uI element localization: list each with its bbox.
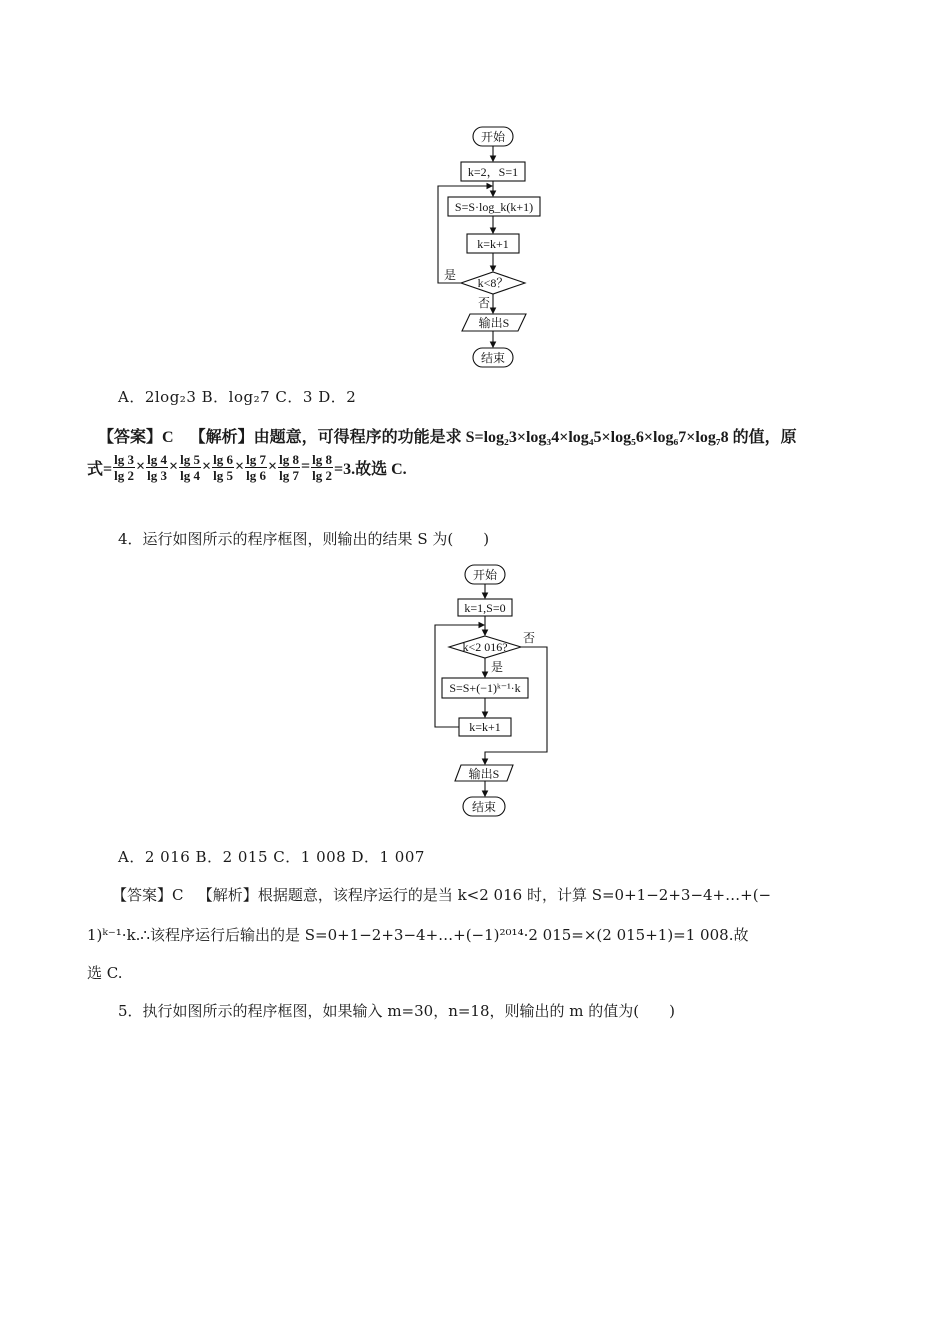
q4-analysis-tag: 【解析】 [197,886,258,904]
flow1-yes-label: 是 [444,268,457,282]
flowchart-1 [430,120,560,380]
q3-analysis-tag: 【解析】 [189,429,254,446]
q4-analysis-line-3: 选 C. [87,964,123,982]
flow2-init-text: k=1,S=0 [464,601,506,615]
flow1-cond-text: k<8？ [477,276,509,290]
q4-stem: 4．运行如图所示的程序框图，则输出的结果 S 为( ) [118,530,490,548]
flow1-start-text: 开始 [480,130,506,144]
flow1-end-text: 结束 [480,351,506,365]
flow1-incr-text: k=k+1 [477,237,509,251]
flow1-output-text: 输出S [478,316,510,330]
flow2-update-text: S=S+(−1)ᵏ⁻¹·k [449,681,521,695]
q3-analysis-suffix: =3.故选 C. [334,461,407,478]
flow2-no-label: 否 [523,631,536,645]
flow2-yes-label: 是 [491,660,504,674]
flow2-incr-text: k=k+1 [469,720,501,734]
flow2-cond-text: k<2 016? [462,640,508,654]
q4-analysis-text-1: 根据题意，该程序运行的是当 k<2 016 时，计算 S=0+1−2+3−4+…+(− [257,886,772,904]
flow1-update-text: S=S·log_k(k+1) [454,200,534,214]
flow1-init-text: k=2，S=1 [467,165,519,179]
flow2-output-text: 输出S [468,767,500,781]
q3-analysis-line-1 [98,424,797,447]
q4-options: A．2 016 B．2 015 C．1 008 D．1 007 [118,848,425,866]
q4-analysis-line-1 [112,884,771,905]
flow1-no-label: 否 [478,296,491,310]
flowchart-2 [425,560,565,825]
q3-answer-tag: 【答案】C [98,429,174,446]
q3-analysis-line-2: 式= $\frac{\lg 3}{\lg 2}$ × $\frac{\lg 4}{\lg 3}$ × $\frac{\lg 5}{\lg 4}$ × $\frac{\lg 6}{\lg 5}$ × $\frac{\lg 7}{\lg 6}$ × $\frac{\lg 8}{\lg 7}$ = $\frac{\lg 8}{\lg 2}$ =3.故选 C. [87,452,407,483]
flow2-start-text: 开始 [472,568,498,582]
q4-analysis-line-2: 1)ᵏ⁻¹·k.∴该程序运行后输出的是 S=0+1−2+3−4+…+(−1)²⁰¹⁴·2 015=×(2 015+1)=1 008.故 [87,926,749,944]
q3-options: A．2log₂3 B．log₂7 C．3 D．2 [118,388,357,406]
q3-analysis-prefix: 式= [87,461,113,478]
q4-answer-tag: 【答案】C [112,886,184,904]
flow2-end-text: 结束 [471,800,497,814]
q3-analysis-text-1: 由题意，可得程序的功能是求 S=log₂3×log₃4×log₄5×log₅6×log₆7×log₇8 的值，原 [253,429,797,446]
q5-stem: 5．执行如图所示的程序框图，如果输入 m=30，n=18，则输出的 m 的值为( ) [118,1002,675,1020]
